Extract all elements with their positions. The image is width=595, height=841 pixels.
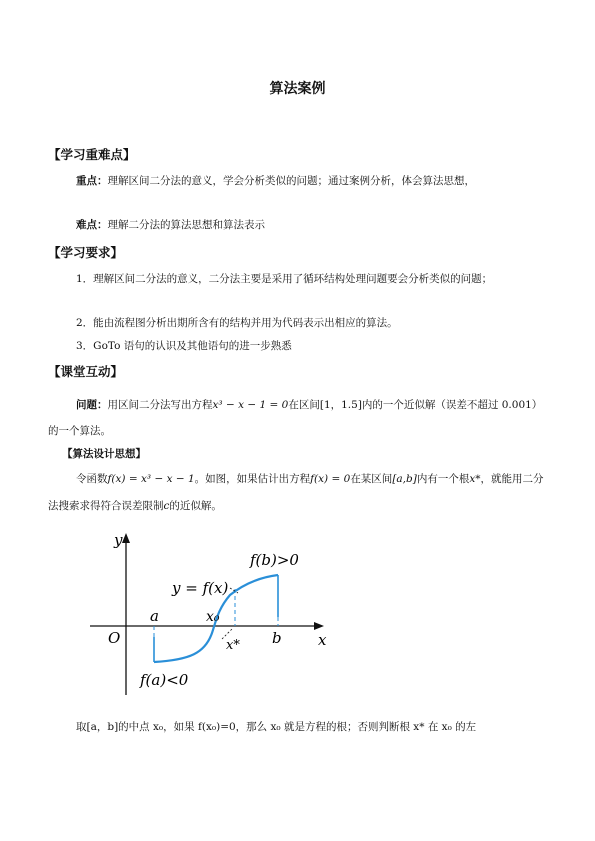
key-point-text: 理解区间二分法的意义，学会分析类似的问题；通过案例分析，体会算法思想， <box>107 175 475 187</box>
section-key-points: 【学习重难点】 <box>48 147 136 162</box>
design-equation: f(x) = 0 <box>310 473 351 485</box>
design-heading: 【算法设计思想】 <box>62 448 146 460</box>
design-text-d: 内有一个根 <box>416 473 470 485</box>
difficulty-label: 难点： <box>76 219 108 231</box>
design-root: x* <box>469 473 481 485</box>
design-interval: [a,b] <box>392 473 417 485</box>
problem-label: 问题： <box>76 399 108 411</box>
page-title: 算法案例 <box>269 81 326 97</box>
problem-text-a: 用区间二分法写出方程 <box>107 399 213 411</box>
key-point-label: 重点： <box>76 175 108 187</box>
x-axis-arrow <box>314 622 324 630</box>
x-axis-label: x <box>318 631 327 649</box>
problem-text-b: 在区间[1，1.5]内的一个近似解（误差不超过 0.001）的一个算法。 <box>48 399 543 437</box>
design-text-a: 令函数 <box>76 473 108 485</box>
curve-label: y = f(x) <box>172 579 229 597</box>
design-paragraph <box>48 466 548 520</box>
design-error-var: c <box>163 500 170 512</box>
bisection-figure <box>70 525 360 705</box>
requirement-item-1: 1．理解区间二分法的意义，二分法主要是采用了循环结构处理问题要会分析类似的问题； <box>76 273 493 285</box>
fa-label: f(a)<0 <box>140 671 189 689</box>
problem-equation: x³ − x − 1 = 0 <box>212 399 289 411</box>
x0-label: x₀ <box>206 609 220 625</box>
difficulty-text: 理解二分法的算法思想和算法表示 <box>107 219 265 231</box>
problem-paragraph <box>48 392 548 444</box>
design-text-c: 在某区间 <box>350 473 393 485</box>
xstar-label: x* <box>226 638 240 653</box>
requirement-item-3: 3．GoTo 语句的认识及其他语句的进一步熟悉 <box>76 340 292 352</box>
difficulty-paragraph <box>48 216 548 235</box>
section-requirements: 【学习要求】 <box>48 245 124 260</box>
design-text-f: 的近似解。 <box>169 500 222 512</box>
key-point-paragraph <box>48 172 548 191</box>
design-function: f(x) = x³ − x − 1 <box>107 473 195 485</box>
requirement-item-2: 2．能由流程图分析出期所含有的结构并用为代码表示出相应的算法。 <box>76 317 398 329</box>
y-axis-arrow <box>122 533 130 543</box>
design-text-b: 。如图，如果估计出方程 <box>194 473 311 485</box>
a-label: a <box>150 607 159 625</box>
section-interaction: 【课堂互动】 <box>48 364 124 379</box>
b-label: b <box>272 629 282 647</box>
fb-label: f(b)>0 <box>250 551 299 569</box>
design-text-e: ，就能用二分法搜索求得符合误差限制 <box>48 473 544 512</box>
last-paragraph: 取[a，b]的中点 x₀，如果 f(x₀)=0，那么 x₀ 就是方程的根；否则判断根 x* 在 x₀ 的左 <box>76 721 477 733</box>
y-axis-label: y <box>114 531 123 549</box>
origin-label: O <box>108 629 121 647</box>
